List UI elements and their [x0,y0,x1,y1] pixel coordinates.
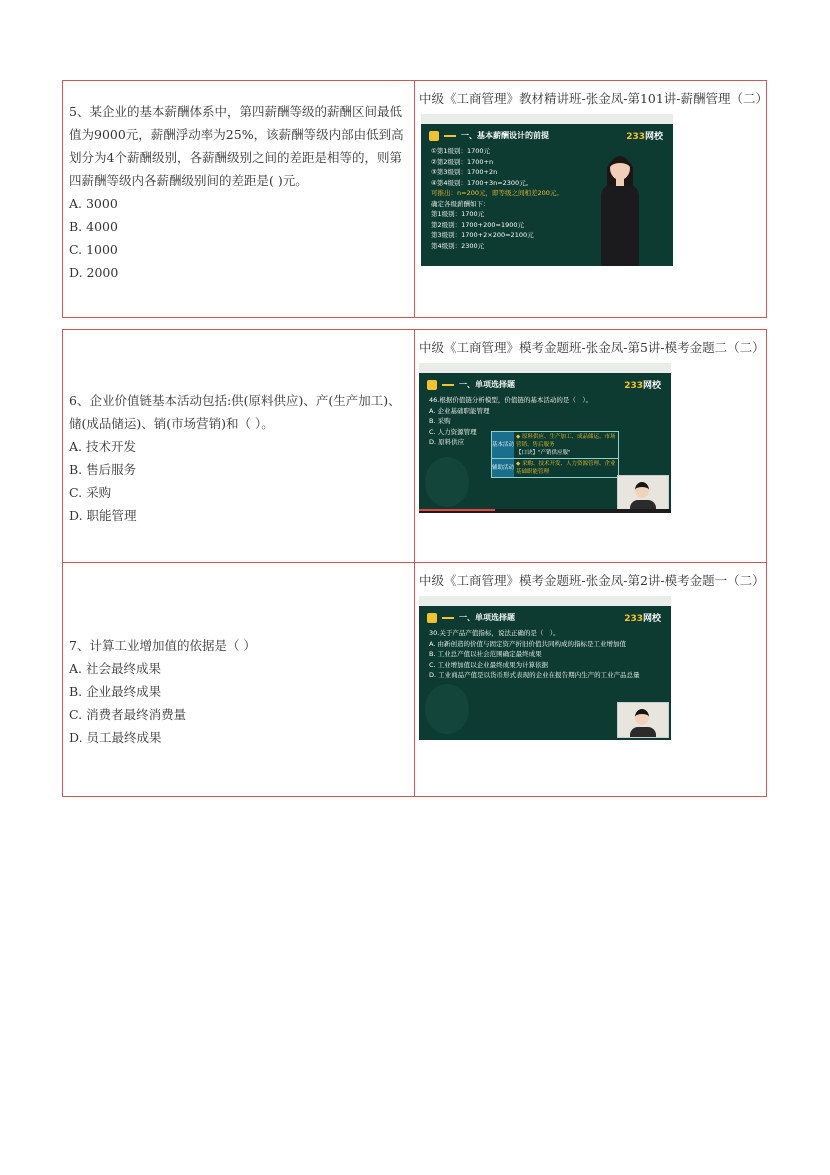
question-text: 7、计算工业增加值的依据是（ ） [69,638,256,653]
logo-icon [427,380,437,390]
option-a: A. 社会最终成果 [69,661,161,676]
option-a: A. 3000 [69,196,118,211]
option-d: D. 2000 [69,265,119,280]
option-b: B. 4000 [69,219,118,234]
slide-heading: 一、单项选择题 [459,613,515,622]
logo-icon [429,131,439,141]
course-title[interactable]: 中级《工商管理》模考金题班-张金凤-第2讲-模考金题一（二） [419,573,765,588]
brand-logo: 233网校 [626,132,663,142]
slide-body: 30.关于产品产值指标，说法正确的是（ ）。 A. 由新创造的价值与固定资产折旧价值共同构成的指标是工业增加值 B. 工业总产值以社会范围确定最终成果 C. 工业增加值以企业最终成果为计算依据 D. 工业商品产值是以货币形式表现的企业在报告期内生产的工业产品总量 [429,629,640,679]
course-cell [415,330,766,562]
course-cell [415,81,769,317]
option-d: D. 职能管理 [69,508,137,523]
question-cell [63,563,415,796]
presenter-webcam [617,702,669,738]
option-c: C. 消费者最终消费量 [69,707,187,722]
brand-logo: 233网校 [624,381,661,391]
question-row-7 [62,563,767,797]
option-a: A. 技术开发 [69,439,136,454]
mascot-image [425,457,469,507]
option-d: D. 员工最终成果 [69,730,162,745]
question-cell [63,330,415,562]
video-thumbnail[interactable] [419,363,671,513]
presenter-webcam [617,475,669,511]
course-title[interactable]: 中级《工商管理》模考金题班-张金凤-第5讲-模考金题二（二） [419,340,765,355]
answer-key-box: 基本活动 ◆ 原料供应、生产加工、成品储运、市场营销、售后服务 【口诀】"产销供应服" 辅助活动 ◆ 采购、技术开发、人力资源管理、企业基础职能管理 [491,431,619,478]
question-cell [63,81,415,317]
option-b: B. 售后服务 [69,462,137,477]
option-b: B. 企业最终成果 [69,684,162,699]
progress-bar[interactable] [419,509,671,513]
question-text: 5、某企业的基本薪酬体系中，第四薪酬等级的薪酬区间最低值为9000元，薪酬浮动率为25%，该薪酬等级内部由低到高划分为4个薪酬级别，各薪酬级别之间的差距是相等的，则第四薪酬等级内各薪酬级别间的差距是( )元。 [69,104,404,188]
question-row-6 [62,329,767,563]
logo-icon [427,613,437,623]
course-cell [415,563,766,796]
video-thumbnail[interactable] [421,114,673,266]
option-c: C. 1000 [69,242,118,257]
video-thumbnail[interactable] [419,596,671,740]
slide-body: 46.根据价值链分析模型，价值链的基本活动的是（ ）。 A. 企业基础职能管理 B. 采购 C. 人力资源管理 D. 原料供应 [429,396,593,446]
brand-logo: 233网校 [624,614,661,624]
slide-heading: 一、基本薪酬设计的前提 [461,131,549,140]
option-c: C. 采购 [69,485,112,500]
mascot-image [425,684,469,734]
question-text: 6、企业价值链基本活动包括:供(原料供应)、产(生产加工)、储(成品储运)、销(市场营销)和（ ）。 [69,393,401,431]
slide-heading: 一、单项选择题 [459,380,515,389]
course-title[interactable]: 中级《工商管理》教材精讲班-张金凤-第101讲-薪酬管理（二） [419,91,769,106]
presenter-figure [597,148,643,266]
slide-body: ①第1级别：1700元 ②第2级别：1700+n ③第3级别：1700+2n ④第4级别：1700+3n=2300元。 可推出：n=200元，即等级之间相差200元。 确定各级薪酬如下： 第1级别：1700元 第2级别：1700+200=1900元 第3级别：1700+2×200=2100元 第4级别：2300元 [431,147,563,250]
question-row-5 [62,80,767,318]
